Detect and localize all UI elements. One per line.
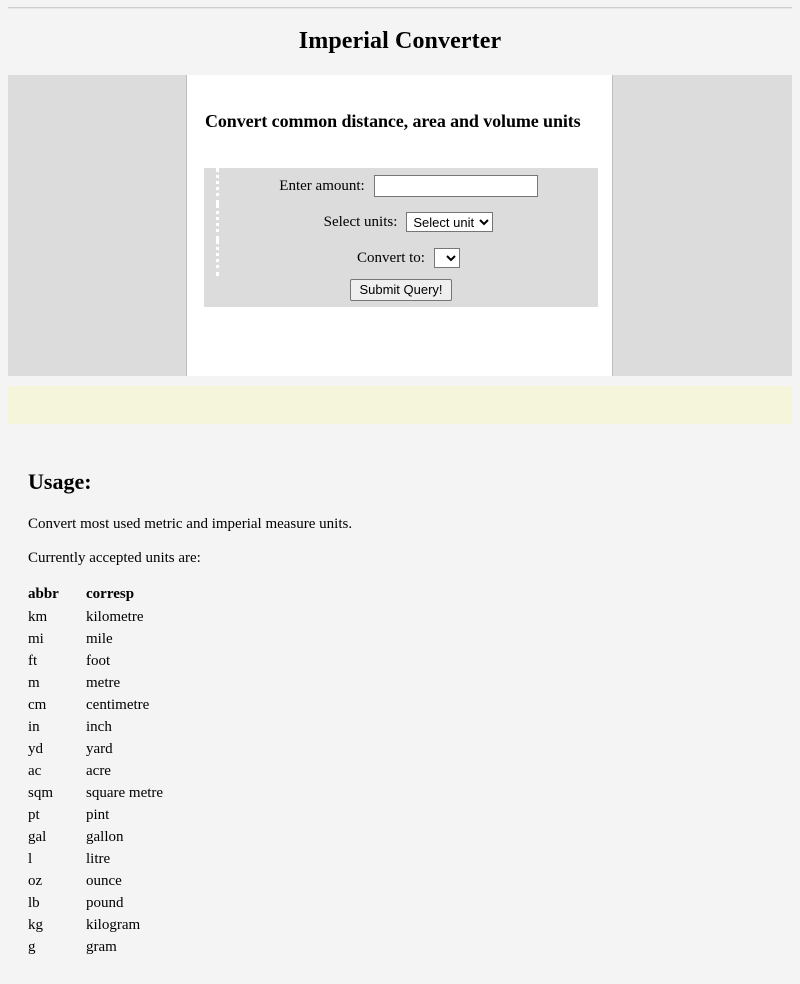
convert-to-row <box>216 240 598 276</box>
table-row <box>28 760 179 782</box>
target-unit-select[interactable] <box>434 248 460 268</box>
top-divider <box>8 7 792 9</box>
units-table-header-row <box>28 586 179 606</box>
content-band <box>8 75 792 376</box>
table-row <box>28 892 179 914</box>
submit-query-button[interactable]: Submit Query! <box>350 279 451 301</box>
unit-abbr-cell: g <box>28 939 36 955</box>
unit-name-cell: litre <box>86 851 111 867</box>
unit-abbr-cell: oz <box>28 873 43 889</box>
unit-abbr-cell: sqm <box>28 785 54 801</box>
converter-heading: Convert common distance, area and volume units <box>205 111 581 131</box>
left-gutter-panel <box>8 75 186 376</box>
right-gutter-panel <box>613 75 792 376</box>
unit-abbr-cell: in <box>28 719 40 735</box>
unit-name-cell: centimetre <box>86 697 150 713</box>
table-row <box>28 628 179 650</box>
unit-abbr-cell: cm <box>28 697 47 713</box>
table-row <box>28 936 179 958</box>
unit-name-cell: inch <box>86 719 112 735</box>
table-row <box>28 848 179 870</box>
table-row <box>28 826 179 848</box>
unit-name-cell: kilometre <box>86 609 144 625</box>
units-table-header-abbr: abbr <box>28 586 59 602</box>
units-table-header-corresp: corresp <box>86 586 135 602</box>
unit-name-cell: pint <box>86 807 110 823</box>
unit-abbr-cell: lb <box>28 895 40 911</box>
unit-name-cell: foot <box>86 653 111 669</box>
unit-abbr-cell: kg <box>28 917 43 933</box>
amount-label: Enter amount: <box>279 177 365 194</box>
result-band <box>8 386 792 424</box>
page-title: Imperial Converter <box>298 28 502 54</box>
units-label: Select units: <box>323 213 398 230</box>
unit-name-cell: gallon <box>86 829 124 845</box>
table-row <box>28 650 179 672</box>
unit-abbr-cell: gal <box>28 829 47 845</box>
unit-name-cell: pound <box>86 895 124 911</box>
unit-abbr-cell: m <box>28 675 40 691</box>
usage-heading: Usage: <box>28 469 92 494</box>
unit-name-cell: yard <box>86 741 113 757</box>
table-row <box>28 804 179 826</box>
units-row <box>216 204 598 240</box>
amount-input[interactable] <box>374 175 538 197</box>
table-row <box>28 672 179 694</box>
units-table-body <box>28 606 179 958</box>
source-unit-select[interactable] <box>406 212 493 232</box>
converter-panel <box>186 75 613 376</box>
unit-name-cell: gram <box>86 939 117 955</box>
unit-name-cell: acre <box>86 763 111 779</box>
table-row <box>28 694 179 716</box>
unit-abbr-cell: pt <box>28 807 40 823</box>
unit-name-cell: kilogram <box>86 917 141 933</box>
table-row <box>28 606 179 628</box>
usage-description: Convert most used metric and imperial measure units. <box>28 516 353 532</box>
amount-row <box>216 168 598 204</box>
units-table <box>28 586 179 958</box>
table-row <box>28 782 179 804</box>
table-row <box>28 716 179 738</box>
unit-name-cell: mile <box>86 631 113 647</box>
convert-to-label: Convert to: <box>357 249 425 266</box>
unit-name-cell: ounce <box>86 873 122 889</box>
converter-form <box>204 168 598 307</box>
table-row <box>28 870 179 892</box>
unit-abbr-cell: km <box>28 609 48 625</box>
submit-row <box>204 276 598 307</box>
unit-abbr-cell: ft <box>28 653 38 669</box>
table-row <box>28 914 179 936</box>
unit-abbr-cell: ac <box>28 763 42 779</box>
usage-units-intro: Currently accepted units are: <box>28 550 201 566</box>
unit-abbr-cell: l <box>28 851 33 867</box>
table-row <box>28 738 179 760</box>
unit-name-cell: square metre <box>86 785 164 801</box>
unit-name-cell: metre <box>86 675 121 691</box>
unit-abbr-cell: mi <box>28 631 44 647</box>
unit-abbr-cell: yd <box>28 741 43 757</box>
